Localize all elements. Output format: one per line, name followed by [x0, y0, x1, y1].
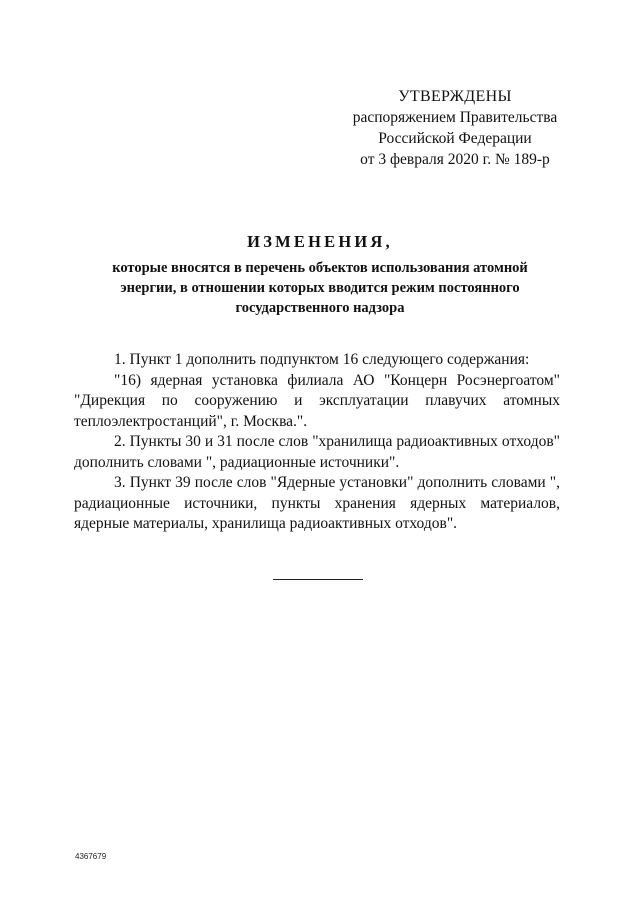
document-heading: ИЗМЕНЕНИЯ, [247, 232, 393, 251]
paragraph-2: "16) ядерная установка филиала АО "Концерн Росэнергоатом" "Дирекция по сооружению и эксплуатации плавучих атомных теплоэлектростанций", г. Москва.". [74, 371, 560, 430]
approval-line-decree: распоряжением Правительства [352, 109, 558, 126]
document-body [74, 350, 560, 535]
approval-line-date-number: от 3 февраля 2020 г. № 189-р [360, 151, 550, 168]
end-divider [273, 579, 363, 580]
document-number: 4367679 [75, 852, 107, 861]
subheading-line-2: энергии, в отношении которых вводится режим постоянного [120, 280, 520, 296]
document-subheading [80, 258, 560, 318]
approval-line-country: Российской Федерации [378, 130, 532, 147]
paragraph-3: 2. Пункты 30 и 31 после слов "хранилища радиоактивных отходов" дополнить словами ", радиационные источники". [74, 433, 560, 471]
approval-block [340, 86, 570, 170]
subheading-line-1: которые вносятся в перечень объектов использования атомной [112, 260, 528, 276]
paragraph-4: 3. Пункт 39 после слов "Ядерные установки" дополнить словами ", радиационные источники, пункты хранения ядерных материалов, ядерные материалы, хранилища радиоактивных отходов". [74, 474, 560, 532]
subheading-line-3: государственного надзора [235, 300, 405, 316]
approval-title: УТВЕРЖДЕНЫ [398, 88, 512, 105]
paragraph-1: 1. Пункт 1 дополнить подпунктом 16 следующего содержания: [114, 351, 530, 368]
